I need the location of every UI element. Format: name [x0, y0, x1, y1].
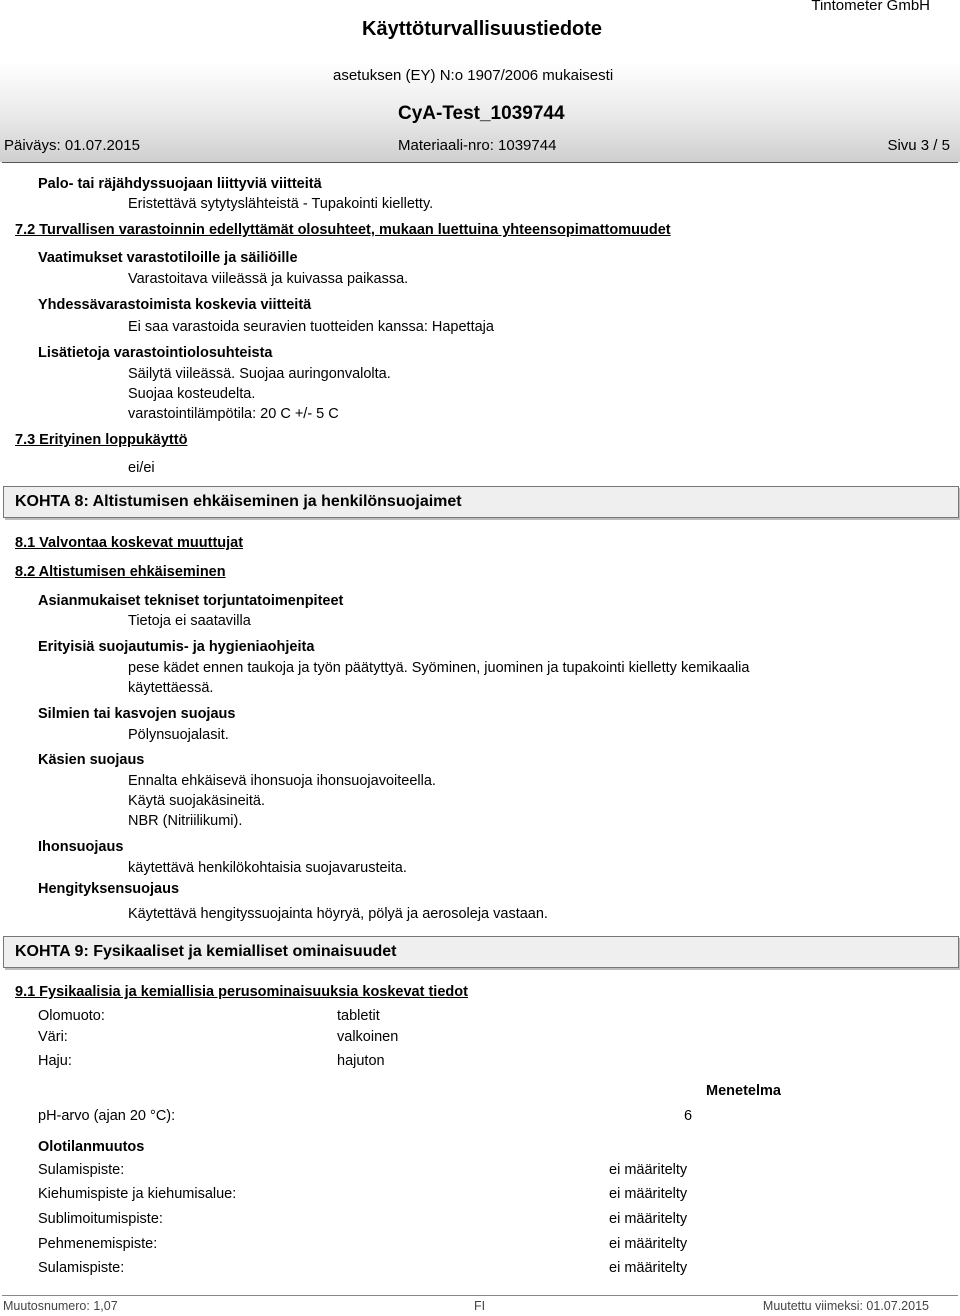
storage-extra-line: Suojaa kosteudelta. — [128, 386, 256, 402]
material-number: Materiaali-nro: 1039744 — [398, 137, 557, 154]
color-value: valkoinen — [337, 1029, 399, 1045]
odor-label: Haju: — [38, 1053, 72, 1069]
heading-9-1: 9.1 Fysikaalisia ja kemiallisia perusominaisuuksia koskevat tiedot — [15, 984, 468, 1000]
hygiene-text: pese kädet ennen taukoja ja työn päätyttyä. Syöminen, juominen ja tupakointi kielletty kemikaalia — [128, 660, 750, 676]
company-name: Tintometer GmbH — [811, 0, 930, 14]
hand-protection-line: Käytä suojakäsineitä. — [128, 793, 266, 809]
fire-protection-text: Eristettävä sytytyslähteistä - Tupakointi kielletty. — [128, 196, 434, 212]
hand-protection-line: Ennalta ehkäisevä ihonsuoja ihonsuojavoiteella. — [128, 773, 436, 789]
property-label: Kiehumispiste ja kiehumisalue: — [38, 1186, 237, 1202]
hand-protection-line: NBR (Nitriilikumi). — [128, 813, 243, 829]
revision-number: Muutosnumero: 1,07 — [3, 1299, 118, 1313]
color-label: Väri: — [38, 1029, 68, 1045]
respiratory-text: Käytettävä hengityssuojainta höyryä, pölyä ja aerosoleja vastaan. — [128, 906, 548, 922]
hand-protection-title: Käsien suojaus — [38, 752, 145, 768]
fire-protection-title: Palo- tai räjähdyssuojaan liittyviä viitteitä — [38, 176, 322, 192]
ph-label: pH-arvo (ajan 20 °C): — [38, 1108, 176, 1124]
respiratory-title: Hengityksensuojaus — [38, 881, 180, 897]
section-8-box — [3, 486, 959, 518]
property-value: ei määritelty — [609, 1260, 688, 1276]
property-label: Sulamispiste: — [38, 1162, 125, 1178]
heading-7-3: 7.3 Erityinen loppukäyttö — [15, 432, 188, 448]
property-value: ei määritelty — [609, 1186, 688, 1202]
joint-storage-text: Ei saa varastoida seuravien tuotteiden kanssa: Hapettaja — [128, 319, 494, 335]
storage-req-text: Varastoitava viileässä ja kuivassa paikassa. — [128, 271, 409, 287]
heading-8-2: 8.2 Altistumisen ehkäiseminen — [15, 564, 226, 580]
ph-value: 6 — [684, 1108, 693, 1124]
eye-protection-title: Silmien tai kasvojen suojaus — [38, 706, 236, 722]
storage-extra-line: varastointilämpötila: 20 C +/- 5 C — [128, 406, 339, 422]
storage-extra-line: Säilytä viileässä. Suojaa auringonvalolta. — [128, 366, 391, 382]
hygiene-title: Erityisiä suojautumis- ja hygieniaohjeita — [38, 639, 315, 655]
end-use-text: ei/ei — [128, 460, 155, 476]
property-value: ei määritelty — [609, 1236, 688, 1252]
storage-extra-title: Lisätietoja varastointiolosuhteista — [38, 345, 273, 361]
heading-7-2: 7.2 Turvallisen varastoinnin edellyttämät olosuhteet, mukaan luettuina yhteensopimattomuudet — [15, 222, 671, 238]
document-title: Käyttöturvallisuustiedote — [362, 18, 603, 40]
last-modified: Muutettu viimeksi: 01.07.2015 — [762, 1299, 929, 1313]
odor-value: hajuton — [337, 1053, 385, 1069]
date-label: Päiväys: 01.07.2015 — [4, 137, 140, 154]
header-divider — [2, 162, 958, 163]
skin-protection-title: Ihonsuojaus — [38, 839, 124, 855]
property-label: Pehmenemispiste: — [38, 1236, 158, 1252]
state-change-title: Olotilanmuutos — [38, 1139, 145, 1155]
hygiene-text-cont: käytettäessä. — [128, 680, 214, 696]
tech-measures-title: Asianmukaiset tekniset torjuntatoimenpiteet — [38, 593, 344, 609]
method-column-header: Menetelma — [706, 1083, 781, 1099]
joint-storage-title: Yhdessävarastoimista koskevia viitteitä — [38, 297, 312, 313]
heading-8-1: 8.1 Valvontaa koskevat muuttujat — [15, 535, 244, 551]
language-code: FI — [474, 1299, 486, 1313]
property-label: Sulamispiste: — [38, 1260, 125, 1276]
section-9-title: KOHTA 9: Fysikaaliset ja kemialliset ominaisuudet — [15, 943, 397, 960]
property-value: ei määritelty — [609, 1211, 688, 1227]
product-name: CyA-Test_1039744 — [398, 103, 565, 124]
property-value: ei määritelty — [609, 1162, 688, 1178]
section-9-box — [3, 936, 959, 968]
form-value: tabletit — [337, 1008, 380, 1024]
section-8-title: KOHTA 8: Altistumisen ehkäiseminen ja henkilönsuojaimet — [15, 493, 462, 510]
eye-protection-text: Pölynsuojalasit. — [128, 727, 229, 743]
storage-req-title: Vaatimukset varastotiloille ja säiliöille — [38, 250, 298, 266]
regulation-text: asetuksen (EY) N:o 1907/2006 mukaisesti — [333, 67, 614, 84]
form-label: Olomuoto: — [38, 1008, 105, 1024]
tech-measures-text: Tietoja ei saatavilla — [128, 613, 251, 629]
property-label: Sublimoitumispiste: — [38, 1211, 163, 1227]
page-number: Sivu 3 / 5 — [887, 137, 950, 154]
skin-protection-text: käytettävä henkilökohtaisia suojavarusteita. — [128, 860, 407, 876]
footer-divider — [2, 1295, 958, 1296]
